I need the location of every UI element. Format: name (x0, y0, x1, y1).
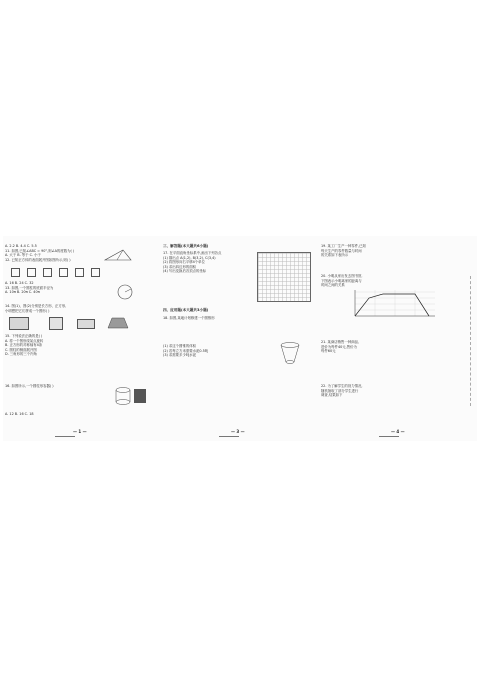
rectangle-shape (9, 317, 29, 330)
text-line: 14. 图(1)、图(2)分别是长方形、正方形, (5, 304, 67, 308)
text-line: 22. 为了解学生的视力情况, (321, 384, 363, 388)
page-number: — 4 — (391, 429, 405, 434)
text-line: (2) 若每立方米需要水泥0.5吨 (163, 348, 209, 353)
divider (55, 436, 75, 437)
text-line: A. 16 B. 24 C. 32 (5, 281, 34, 285)
text-line: 21. 某商店销售一种商品, (321, 340, 360, 344)
page-number: — 3 — (231, 429, 245, 434)
text-line: 17. 在平面直角坐标系中,画出下列各点 (163, 251, 222, 255)
text-line: (1) 求这个圆锥的体积 (163, 344, 197, 348)
text-line: (3) 求出四边形的面积 (163, 264, 197, 269)
cylinder-figure (113, 386, 149, 406)
text-line: A. 10π B. 20π C. 40π (5, 290, 40, 295)
text-line: 16. 如图所示,一个圆柱形容器( ) (5, 384, 54, 388)
page-4 (321, 236, 475, 441)
page-number: — 1 — (73, 429, 87, 434)
divider (219, 436, 239, 437)
binding-margin (470, 276, 474, 406)
net-square (75, 268, 84, 277)
net-square (27, 268, 36, 277)
text-line: (1) 描出点 A(1,2), B(3,2), C(3,4) (163, 255, 216, 260)
shape-figures (7, 316, 153, 330)
cone-figure (275, 340, 305, 368)
text-line: 19. 某工厂生产一种零件,已知 (321, 244, 366, 248)
cube-net-figures (7, 266, 153, 280)
text-line: A. 将一个图形绕某点旋转 (5, 338, 44, 343)
square-shape (49, 317, 63, 330)
text-line: 15. 下列说法正确的是( ) (5, 334, 43, 338)
net-square (43, 268, 52, 277)
text-line: B. 正方形的对称轴有4条 (5, 343, 43, 348)
triangle-figure (103, 248, 133, 262)
text-line: 进价为每件40元,售价为 (321, 344, 357, 349)
divider (379, 436, 399, 437)
exam-sheet (3, 236, 477, 441)
line-graph-figure (349, 288, 439, 322)
text-line: 调查,结果如下 (321, 393, 343, 398)
text-line: C. 圆柱的侧面展开图 (5, 347, 37, 352)
trapezoid-shape (107, 317, 129, 329)
circle-figure (117, 284, 133, 300)
net-square (59, 268, 68, 277)
text-line: 下图表示小明离家的距离与 (321, 278, 362, 283)
text-line: D. 三角形的三个内角 (5, 352, 37, 357)
coordinate-grid (257, 252, 311, 302)
net-square (91, 268, 100, 277)
text-line: (2) 将图形向右平移4个单位 (163, 260, 205, 265)
text-line: 18. 如图,某地计划修建一个圆锥形 (163, 316, 215, 320)
text-line: A. 2.2 B. 4.4 C. 5.5 (5, 244, 37, 248)
text-line: 随机抽取了部分学生进行 (321, 388, 359, 393)
text-line: A. 12 B. 16 C. 18 (5, 412, 34, 416)
page-1 (5, 236, 155, 441)
text-line: 每件60元 (321, 349, 336, 354)
rectangle-shape (77, 319, 95, 329)
page-3 (163, 236, 315, 441)
text-line: 每天生产的零件数量与时间 (321, 248, 362, 253)
section-heading: 三、解答题(本大题共6小题) (163, 244, 209, 248)
text-line: 小明想把它们拼成一个图形( ) (5, 308, 50, 313)
text-line: 时间之间的关系 (321, 283, 345, 288)
text-line: (3) 求需要多少吨水泥 (163, 353, 197, 358)
net-square (11, 268, 20, 277)
text-line: 11. 如图,已知∠ABC = 90°,则∠A的度数为( ) (5, 248, 75, 253)
text-line: A. 大于 B. 等于 C. 小于 (5, 253, 41, 258)
section-heading: 四、应用题(本大题共3小题) (163, 308, 209, 312)
text-line: 20. 小明从家出发去图书馆, (321, 274, 363, 278)
text-line: 13. 如图,一个圆柱的底面半径为 (5, 285, 54, 290)
text-line: (4) 写出变换后各顶点的坐标 (163, 269, 207, 274)
text-line: 的关系如下表所示 (321, 253, 349, 258)
text-line: 12. 已知正方体的表面展开图如图所示,则( ) (5, 257, 71, 262)
